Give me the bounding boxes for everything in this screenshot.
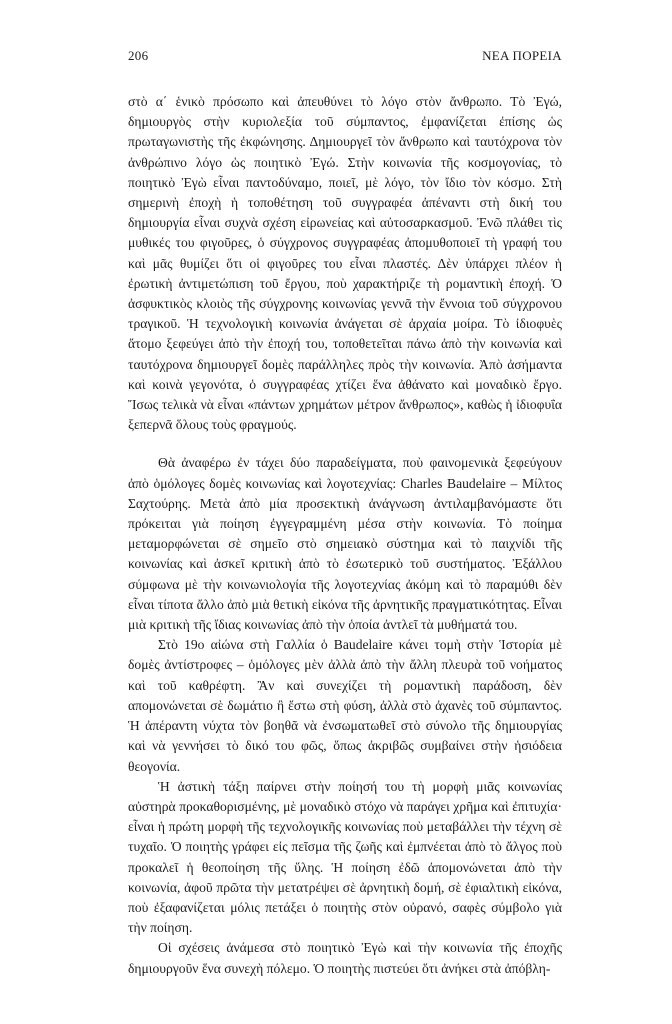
body-text [128, 92, 562, 979]
paragraph: Ἡ ἀστικὴ τάξη παίρνει στὴν ποίησή του τὴ μορφὴ μιᾶς κοινωνίας αὐστηρὰ προκαθορισμένης, μὲ μοναδικὸ στόχο νὰ παράγει χρῆμα καὶ ἐπιτυχία· εἶναι ἡ πρώτη μορφὴ τῆς τεχνολογικῆς κοινωνίας ποὺ μεταβάλλει τὴν τέχνη σὲ τυχαῖο. Ὁ ποιητὴς γράφει εἰς πεῖσμα τῆς ζωῆς καὶ ἐμπνέεται ἀπὸ τὸ ἄλγος ποὺ προκαλεῖ ἡ θεοποίηση τῆς ὕλης. Ἡ ποίηση ἐδῶ ἀπομονώνεται ἀπὸ τὴν κοινωνία, ἀφοῦ πρῶτα τὴν μετατρέψει σὲ ἀρνητικὴ δομή, σὲ ἐφιαλτικὴ εἰκόνα, ποὺ ἐξαφανίζεται μόλις πετάξει ὁ ποιητὴς στὸν οὐρανό, σαφὲς σύμβολο γιὰ τὴν ποίηση. [128, 778, 562, 936]
paragraph: στὸ α΄ ἑνικὸ πρόσωπο καὶ ἀπευθύνει τὸ λόγο στὸν ἄνθρωπο. Τὸ Ἐγώ, δημιουργὸς στὴν κυριολεξία τοῦ σύμπαντος, ἐμφανίζεται ἐπίσης ὡς πρωταγωνιστὴς τῆς ἐκφώνησης. Δημιουργεῖ τὸν ἄνθρωπο καὶ ταυτόχρονα τὸν ἀνθρώπινο λόγο ὡς ποιητικὸ Ἐγώ. Στὴν κοινωνία τῆς κοσμογονίας, τὸ ποιητικὸ Ἐγὼ εἶναι παντοδύναμο, ποιεῖ, μὲ λόγο, τὸν ἴδιο τὸν κόσμο. Στὴ σημερινὴ ἐποχὴ ἡ τοποθέτηση τοῦ συγγραφέα ἀπέναντι στὴ δική του δημιουργία εἶναι συχνὰ σχέση εἰρωνείας καὶ αὐτοσαρκασμοῦ. Ἐνῶ πλάθει τὶς μυθικές του φιγοῦρες, ὁ σύγχρονος συγγραφέας ἀπομυθοποιεῖ τὴ γραφή του καὶ μᾶς θυμίζει ὅτι οἱ φιγοῦρες του εἶναι πλαστές. Δὲν ὑπάρχει πλέον ἡ ἐρωτικὴ ἀντιμετώπιση τοῦ ἔργου, ποὺ χαρακτήριζε τὴ ρομαντικὴ ἐποχή. Ὁ ἀσφυκτικὸς κλοιὸς τῆς σύγχρονης κοινωνίας γεννᾶ τὴν ἔννοια τοῦ σύγχρονου τραγικοῦ. Ἡ τεχνολογικὴ κοινωνία ἀνάγεται σὲ ἀρχαία μοίρα. Τὸ ἰδιοφυὲς ἄτομο ξεφεύγει ἀπὸ τὴν ἐποχή του, τοποθετεῖται πάνω ἀπὸ τὴν κοινωνία καὶ ταυτόχρονα δημιουργεῖ δομὲς παράλληλες πρὸς τὴν κοινωνία. Ἀπὸ ἀσήμαντα καὶ κοινὰ γεγονότα, ὁ συγγραφέας χτίζει ἕνα ἀθάνατο καὶ μοναδικὸ ἔργο. Ἴσως τελικὰ νὰ εἶναι «πάντων χρημάτων μέτρον ἄνθρωπος», καθὼς ἡ ἰδιοφυΐα ξεπερνᾶ ὅλους τοὺς φραγμούς. [128, 94, 562, 433]
page-header [128, 48, 562, 64]
paragraph: Οἱ σχέσεις ἀνάμεσα στὸ ποιητικὸ Ἐγὼ καὶ τὴν κοινωνία τῆς ἐποχῆς δημιουργοῦν ἕνα συνεχὴ πόλεμο. Ὁ ποιητὴς πιστεύει ὅτι ἀνήκει στὰ ἀπόβλη- [128, 940, 562, 976]
paragraph: Στὸ 19ο αἰώνα στὴ Γαλλία ὁ Baudelaire κάνει τομὴ στὴν Ἱστορία μὲ δομὲς ἀντίστροφες – ὁμόλογες μὲν ἀλλὰ ἀπὸ τὴν ἄλλη πλευρὰ τοῦ νοήματος καὶ τοῦ καθρέφτη. Ἂν καὶ συνεχίζει τὴ ρομαντικὴ παράδοση, δὲν απομονώνεται σὲ δωμάτιο ἢ ἔστω στὴ φύση, ἀλλὰ στὸ ἀχανὲς τοῦ σύμπαντος. Ἡ ἀπέραντη νύχτα τὸν βοηθᾶ νὰ ἐνσωματωθεῖ στὸ σύνολο τῆς δημιουργίας καὶ νὰ γεννήσει τὸ δικό του φῶς, ὅπως ἀκριβῶς συμβαίνει στὴν ἡσιόδεια θεογονία. [128, 637, 562, 774]
running-title: ΝΕΑ ΠΟΡΕΙΑ [482, 48, 562, 63]
paragraph: Θὰ ἀναφέρω ἐν τάχει δύο παραδείγματα, ποὺ φαινομενικὰ ξεφεύγουν ἀπὸ ὁμόλογες δομὲς κοινωνίας καὶ λογοτεχνίας: Charles Baudelaire – Μίλτος Σαχτούρης. Μετὰ ἀπὸ μία προσεκτικὴ ἀνάγνωση ἀντιλαμβανόμαστε ὅτι πρόκειται γιὰ ποίηση ἐγγεγραμμένη μέσα στὴν κοινωνία. Τὸ ποίημα μεταμορφώνεται σὲ σημεῖο στὸ σημειακὸ σύστημα καὶ τὸ παιχνίδι τῆς κοινωνίας καὶ ἀσκεῖ κριτικὴ ἀπὸ τὸ ἐσωτερικὸ τοῦ συστήματος. Ἐξάλλου σύμφωνα μὲ τὴν κοινωνιολογία τῆς λογοτεχνίας ἀκόμη καὶ τὸ παραμύθι δὲν εἶναι τίποτα ἄλλο ἀπὸ μιὰ θετικὴ εἰκόνα τῆς ἀρνητικῆς πραγματικότητας. Εἶναι μιὰ κριτικὴ τῆς ἴδιας κοινωνίας ἀπὸ τὴν ὁποία ἀντλεῖ τὰ μυθήματά του. [128, 455, 562, 633]
page-number: 206 [128, 48, 149, 63]
